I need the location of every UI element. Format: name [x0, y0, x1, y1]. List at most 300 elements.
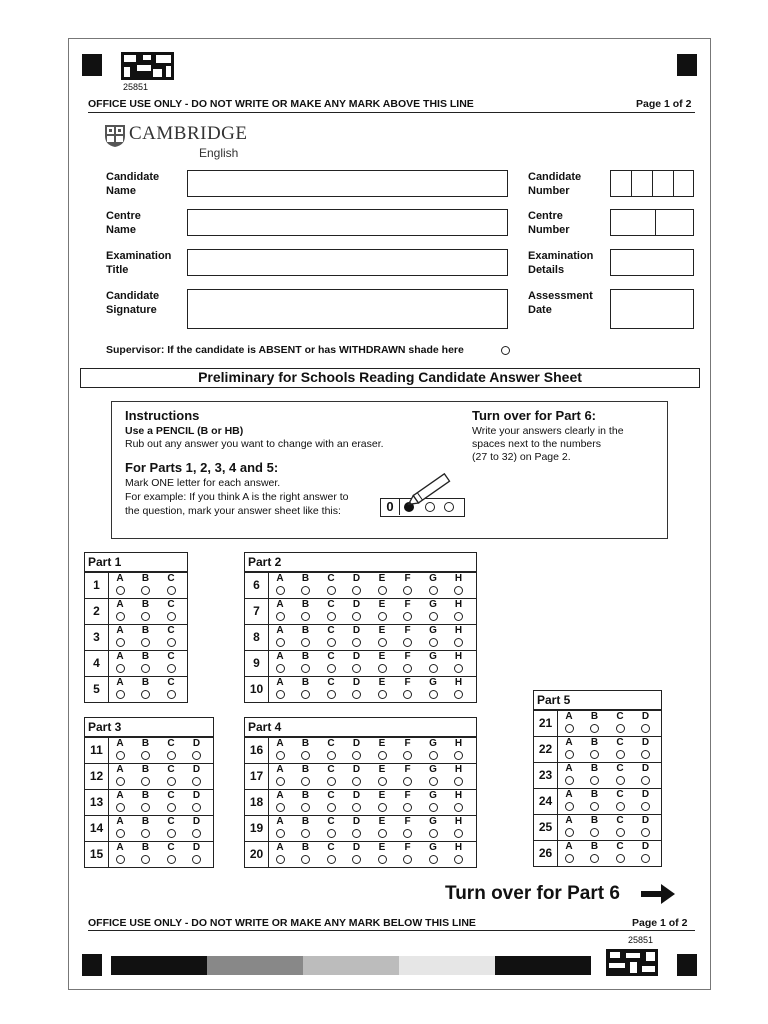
answer-bubble[interactable]: [276, 612, 285, 621]
answer-bubble[interactable]: [641, 750, 650, 759]
answer-bubble[interactable]: [301, 829, 310, 838]
answer-option[interactable]: [165, 843, 177, 864]
answer-bubble[interactable]: [616, 750, 625, 759]
answer-option[interactable]: [351, 843, 363, 864]
answer-bubble[interactable]: [301, 638, 310, 647]
answer-bubble[interactable]: [403, 751, 412, 760]
answer-option[interactable]: [427, 791, 439, 812]
answer-bubble[interactable]: [403, 612, 412, 621]
answer-bubble[interactable]: [167, 829, 176, 838]
answer-bubble[interactable]: [403, 638, 412, 647]
answer-bubble[interactable]: [641, 828, 650, 837]
answer-bubble[interactable]: [301, 586, 310, 595]
answer-option[interactable]: [165, 791, 177, 812]
answer-bubble[interactable]: [352, 751, 361, 760]
answer-bubble[interactable]: [116, 829, 125, 838]
answer-option[interactable]: [376, 817, 388, 838]
answer-option[interactable]: [274, 791, 286, 812]
answer-bubble[interactable]: [641, 854, 650, 863]
answer-bubble[interactable]: [116, 855, 125, 864]
answer-option[interactable]: [589, 738, 601, 759]
answer-option[interactable]: [453, 574, 465, 595]
answer-bubble[interactable]: [352, 855, 361, 864]
answer-bubble[interactable]: [454, 777, 463, 786]
centre-number-field[interactable]: [610, 209, 694, 236]
answer-option[interactable]: [589, 764, 601, 785]
answer-option[interactable]: [351, 817, 363, 838]
answer-bubble[interactable]: [429, 690, 438, 699]
answer-bubble[interactable]: [378, 638, 387, 647]
answer-option[interactable]: [376, 652, 388, 673]
answer-option[interactable]: [191, 791, 203, 812]
question-row: [85, 763, 213, 789]
answer-option[interactable]: [140, 574, 152, 595]
answer-bubble[interactable]: [276, 829, 285, 838]
answer-bubble[interactable]: [327, 664, 336, 673]
answer-option[interactable]: [427, 600, 439, 621]
answer-bubble[interactable]: [352, 664, 361, 673]
answer-bubble[interactable]: [454, 855, 463, 864]
answer-option[interactable]: [453, 678, 465, 699]
answer-option[interactable]: [140, 626, 152, 647]
answer-option[interactable]: [274, 600, 286, 621]
answer-option[interactable]: [427, 739, 439, 760]
answer-option[interactable]: [614, 738, 626, 759]
answer-option[interactable]: [427, 765, 439, 786]
answer-option[interactable]: [402, 626, 414, 647]
answer-bubble[interactable]: [141, 829, 150, 838]
answer-bubble[interactable]: [141, 612, 150, 621]
answer-bubble[interactable]: [116, 586, 125, 595]
answer-option[interactable]: [589, 816, 601, 837]
answer-bubble[interactable]: [565, 750, 574, 759]
answer-option[interactable]: [453, 791, 465, 812]
answer-option[interactable]: [325, 791, 337, 812]
answer-bubble[interactable]: [167, 638, 176, 647]
answer-option[interactable]: [300, 574, 312, 595]
part-4-grid: [244, 717, 477, 868]
answer-option[interactable]: [300, 600, 312, 621]
answer-bubble[interactable]: [327, 777, 336, 786]
answer-option[interactable]: [614, 790, 626, 811]
question-number: 2: [85, 599, 109, 624]
question-row: [245, 763, 476, 789]
answer-option[interactable]: [274, 574, 286, 595]
answer-option[interactable]: [351, 574, 363, 595]
answer-bubble[interactable]: [276, 751, 285, 760]
answer-bubble[interactable]: [301, 751, 310, 760]
answer-bubble[interactable]: [327, 690, 336, 699]
answer-option[interactable]: [274, 739, 286, 760]
answer-bubble[interactable]: [167, 612, 176, 621]
answer-option[interactable]: [114, 739, 126, 760]
answer-bubble[interactable]: [276, 638, 285, 647]
answer-option[interactable]: [614, 712, 626, 733]
answer-option[interactable]: [165, 765, 177, 786]
answer-bubble[interactable]: [301, 690, 310, 699]
answer-bubble[interactable]: [192, 777, 201, 786]
answer-option[interactable]: [114, 626, 126, 647]
answer-bubble[interactable]: [378, 612, 387, 621]
answer-bubble[interactable]: [276, 777, 285, 786]
answer-option[interactable]: [640, 738, 652, 759]
answer-bubble[interactable]: [192, 829, 201, 838]
answer-option[interactable]: [351, 652, 363, 673]
answer-bubble[interactable]: [590, 802, 599, 811]
answer-bubble[interactable]: [378, 664, 387, 673]
answer-bubble[interactable]: [454, 664, 463, 673]
answer-option[interactable]: [351, 791, 363, 812]
answer-bubble[interactable]: [327, 586, 336, 595]
answer-option[interactable]: [427, 574, 439, 595]
answer-bubble[interactable]: [167, 803, 176, 812]
answer-option[interactable]: [402, 574, 414, 595]
answer-bubble[interactable]: [327, 638, 336, 647]
answer-bubble[interactable]: [352, 638, 361, 647]
answer-bubble[interactable]: [167, 586, 176, 595]
answer-bubble[interactable]: [590, 750, 599, 759]
answer-option[interactable]: [376, 678, 388, 699]
answer-bubble[interactable]: [301, 777, 310, 786]
answer-option[interactable]: [640, 790, 652, 811]
answer-option[interactable]: [300, 678, 312, 699]
answer-option[interactable]: [114, 600, 126, 621]
centre-name-field[interactable]: [187, 209, 508, 236]
answer-option[interactable]: [165, 600, 177, 621]
answer-bubble[interactable]: [116, 612, 125, 621]
answer-option[interactable]: [114, 817, 126, 838]
answer-option[interactable]: [274, 765, 286, 786]
answer-option[interactable]: [140, 765, 152, 786]
answer-option[interactable]: [325, 626, 337, 647]
answer-bubble[interactable]: [429, 829, 438, 838]
answer-option[interactable]: [351, 765, 363, 786]
answer-option[interactable]: [402, 600, 414, 621]
answer-bubble[interactable]: [116, 777, 125, 786]
answer-bubble[interactable]: [116, 751, 125, 760]
option-letter: B: [301, 816, 310, 827]
answer-option[interactable]: [165, 652, 177, 673]
option-letter: C: [616, 815, 624, 826]
answer-option[interactable]: [351, 600, 363, 621]
answer-option[interactable]: [114, 574, 126, 595]
examination-details-field[interactable]: [610, 249, 694, 276]
answer-bubble[interactable]: [301, 612, 310, 621]
answer-option[interactable]: [325, 652, 337, 673]
answer-option[interactable]: [402, 765, 414, 786]
answer-bubble[interactable]: [403, 690, 412, 699]
answer-option[interactable]: [563, 712, 575, 733]
answer-option[interactable]: [165, 678, 177, 699]
answer-bubble[interactable]: [378, 777, 387, 786]
answer-bubble[interactable]: [352, 612, 361, 621]
answer-option[interactable]: [325, 574, 337, 595]
answer-option[interactable]: [376, 574, 388, 595]
answer-bubble[interactable]: [141, 855, 150, 864]
answer-option[interactable]: [427, 843, 439, 864]
answer-bubble[interactable]: [276, 803, 285, 812]
answer-bubble[interactable]: [378, 586, 387, 595]
answer-option[interactable]: [453, 626, 465, 647]
answer-option[interactable]: [274, 843, 286, 864]
answer-option[interactable]: [114, 843, 126, 864]
answer-option[interactable]: [300, 791, 312, 812]
answer-option[interactable]: [614, 816, 626, 837]
answer-bubble[interactable]: [429, 638, 438, 647]
answer-bubble[interactable]: [590, 776, 599, 785]
answer-bubble[interactable]: [192, 751, 201, 760]
answer-option[interactable]: [274, 626, 286, 647]
answer-bubble[interactable]: [454, 612, 463, 621]
answer-option[interactable]: [140, 678, 152, 699]
answer-bubble[interactable]: [378, 690, 387, 699]
page-label-top: Page 1 of 2: [636, 98, 692, 110]
answer-bubble[interactable]: [141, 586, 150, 595]
answer-bubble[interactable]: [167, 855, 176, 864]
answer-option[interactable]: [140, 600, 152, 621]
answer-bubble[interactable]: [327, 855, 336, 864]
candidate-signature-field[interactable]: [187, 289, 508, 329]
assessment-date-field[interactable]: [610, 289, 694, 329]
answer-option[interactable]: [274, 817, 286, 838]
answer-bubble[interactable]: [352, 777, 361, 786]
answer-option[interactable]: [376, 791, 388, 812]
answer-bubble[interactable]: [403, 855, 412, 864]
answer-bubble[interactable]: [327, 803, 336, 812]
answer-bubble[interactable]: [454, 751, 463, 760]
answer-option[interactable]: [589, 790, 601, 811]
answer-option[interactable]: [376, 843, 388, 864]
answer-option[interactable]: [376, 765, 388, 786]
answer-bubble[interactable]: [352, 690, 361, 699]
answer-option[interactable]: [191, 817, 203, 838]
answer-option[interactable]: [300, 843, 312, 864]
answer-option[interactable]: [453, 843, 465, 864]
answer-bubble[interactable]: [565, 854, 574, 863]
answer-bubble[interactable]: [454, 586, 463, 595]
answer-option[interactable]: [453, 765, 465, 786]
answer-option[interactable]: [376, 626, 388, 647]
answer-bubble[interactable]: [454, 803, 463, 812]
answer-bubble[interactable]: [565, 724, 574, 733]
answer-bubble[interactable]: [327, 829, 336, 838]
answer-bubble[interactable]: [641, 776, 650, 785]
answer-bubble[interactable]: [616, 724, 625, 733]
answer-option[interactable]: [165, 626, 177, 647]
answer-option[interactable]: [114, 791, 126, 812]
answer-option[interactable]: [563, 816, 575, 837]
answer-option[interactable]: [427, 626, 439, 647]
answer-option[interactable]: [614, 842, 626, 863]
answer-bubble[interactable]: [301, 664, 310, 673]
answer-option[interactable]: [274, 652, 286, 673]
answer-option[interactable]: [453, 739, 465, 760]
answer-bubble[interactable]: [192, 855, 201, 864]
answer-bubble[interactable]: [378, 751, 387, 760]
answer-bubble[interactable]: [352, 829, 361, 838]
answer-option[interactable]: [114, 678, 126, 699]
answer-bubble[interactable]: [429, 855, 438, 864]
answer-bubble[interactable]: [116, 803, 125, 812]
answer-option[interactable]: [376, 739, 388, 760]
answer-option[interactable]: [300, 626, 312, 647]
answer-bubble[interactable]: [378, 803, 387, 812]
answer-option[interactable]: [563, 790, 575, 811]
answer-option[interactable]: [165, 817, 177, 838]
answer-bubble[interactable]: [429, 751, 438, 760]
answer-bubble[interactable]: [378, 855, 387, 864]
answer-bubble[interactable]: [590, 854, 599, 863]
answer-bubble[interactable]: [565, 776, 574, 785]
answer-option[interactable]: [114, 765, 126, 786]
answer-option[interactable]: [191, 765, 203, 786]
answer-option[interactable]: [427, 652, 439, 673]
answer-option[interactable]: [589, 712, 601, 733]
answer-bubble[interactable]: [301, 855, 310, 864]
answer-option[interactable]: [402, 817, 414, 838]
answer-option[interactable]: [325, 765, 337, 786]
answer-bubble[interactable]: [116, 690, 125, 699]
absent-bubble[interactable]: [501, 346, 510, 355]
answer-option[interactable]: [274, 678, 286, 699]
answer-bubble[interactable]: [616, 828, 625, 837]
answer-bubble[interactable]: [641, 724, 650, 733]
option-letter: A: [565, 789, 573, 800]
answer-option[interactable]: [300, 817, 312, 838]
answer-option[interactable]: [140, 843, 152, 864]
answer-option[interactable]: [114, 652, 126, 673]
answer-bubble[interactable]: [327, 612, 336, 621]
answer-option[interactable]: [402, 739, 414, 760]
answer-bubble[interactable]: [590, 724, 599, 733]
answer-bubble[interactable]: [276, 586, 285, 595]
answer-option[interactable]: [140, 739, 152, 760]
answer-bubble[interactable]: [141, 803, 150, 812]
answer-bubble[interactable]: [641, 802, 650, 811]
answer-bubble[interactable]: [352, 803, 361, 812]
answer-option[interactable]: [140, 652, 152, 673]
answer-bubble[interactable]: [403, 777, 412, 786]
candidate-name-field[interactable]: [187, 170, 508, 197]
answer-bubble[interactable]: [590, 828, 599, 837]
candidate-number-field[interactable]: [610, 170, 694, 197]
answer-option[interactable]: [589, 842, 601, 863]
answer-option[interactable]: [640, 764, 652, 785]
answer-option[interactable]: [325, 817, 337, 838]
answer-option[interactable]: [402, 652, 414, 673]
answer-bubble[interactable]: [403, 803, 412, 812]
answer-option[interactable]: [191, 843, 203, 864]
answer-option[interactable]: [453, 817, 465, 838]
answer-bubble[interactable]: [565, 828, 574, 837]
answer-bubble[interactable]: [301, 803, 310, 812]
answer-bubble[interactable]: [116, 638, 125, 647]
answer-bubble[interactable]: [378, 829, 387, 838]
answer-bubble[interactable]: [167, 690, 176, 699]
answer-option[interactable]: [376, 600, 388, 621]
answer-bubble[interactable]: [454, 690, 463, 699]
answer-option[interactable]: [640, 816, 652, 837]
answer-option[interactable]: [191, 739, 203, 760]
answer-bubble[interactable]: [429, 664, 438, 673]
answer-bubble[interactable]: [454, 638, 463, 647]
answer-bubble[interactable]: [403, 664, 412, 673]
answer-option[interactable]: [453, 652, 465, 673]
answer-bubble[interactable]: [616, 854, 625, 863]
answer-option[interactable]: [300, 652, 312, 673]
option-letter: A: [116, 625, 124, 636]
answer-option[interactable]: [640, 712, 652, 733]
answer-bubble[interactable]: [429, 777, 438, 786]
answer-bubble[interactable]: [429, 803, 438, 812]
answer-bubble[interactable]: [141, 638, 150, 647]
answer-bubble[interactable]: [276, 690, 285, 699]
option-letter: A: [116, 816, 124, 827]
answer-option[interactable]: [402, 791, 414, 812]
answer-bubble[interactable]: [276, 664, 285, 673]
question-row: [85, 841, 213, 867]
answer-option[interactable]: [325, 739, 337, 760]
answer-bubble[interactable]: [141, 751, 150, 760]
option-letter: D: [352, 790, 361, 801]
answer-option[interactable]: [563, 764, 575, 785]
answer-option[interactable]: [165, 739, 177, 760]
answer-option[interactable]: [165, 574, 177, 595]
answer-option[interactable]: [563, 738, 575, 759]
answer-option[interactable]: [300, 765, 312, 786]
answer-option[interactable]: [614, 764, 626, 785]
answer-option[interactable]: [140, 791, 152, 812]
answer-bubble[interactable]: [403, 829, 412, 838]
answer-option[interactable]: [351, 678, 363, 699]
answer-option[interactable]: [402, 678, 414, 699]
answer-bubble[interactable]: [327, 751, 336, 760]
answer-bubble[interactable]: [116, 664, 125, 673]
answer-bubble[interactable]: [454, 829, 463, 838]
answer-option[interactable]: [325, 843, 337, 864]
answer-option[interactable]: [453, 600, 465, 621]
answer-bubble[interactable]: [167, 751, 176, 760]
answer-bubble[interactable]: [403, 586, 412, 595]
answer-bubble[interactable]: [616, 802, 625, 811]
answer-option[interactable]: [351, 739, 363, 760]
answer-bubble[interactable]: [352, 586, 361, 595]
answer-bubble[interactable]: [429, 612, 438, 621]
answer-bubble[interactable]: [141, 777, 150, 786]
answer-option[interactable]: [351, 626, 363, 647]
answer-option[interactable]: [563, 842, 575, 863]
answer-bubble[interactable]: [167, 664, 176, 673]
answer-option[interactable]: [325, 600, 337, 621]
answer-option[interactable]: [427, 678, 439, 699]
answer-bubble[interactable]: [429, 586, 438, 595]
answer-bubble[interactable]: [141, 664, 150, 673]
option-letter: B: [141, 738, 150, 749]
answer-option[interactable]: [427, 817, 439, 838]
answer-option[interactable]: [402, 843, 414, 864]
answer-option[interactable]: [325, 678, 337, 699]
answer-bubble[interactable]: [192, 803, 201, 812]
answer-option[interactable]: [300, 739, 312, 760]
examination-title-field[interactable]: [187, 249, 508, 276]
answer-bubble[interactable]: [276, 855, 285, 864]
answer-option[interactable]: [640, 842, 652, 863]
answer-option[interactable]: [140, 817, 152, 838]
answer-bubble[interactable]: [565, 802, 574, 811]
answer-bubble[interactable]: [167, 777, 176, 786]
answer-bubble[interactable]: [616, 776, 625, 785]
answer-bubble[interactable]: [141, 690, 150, 699]
